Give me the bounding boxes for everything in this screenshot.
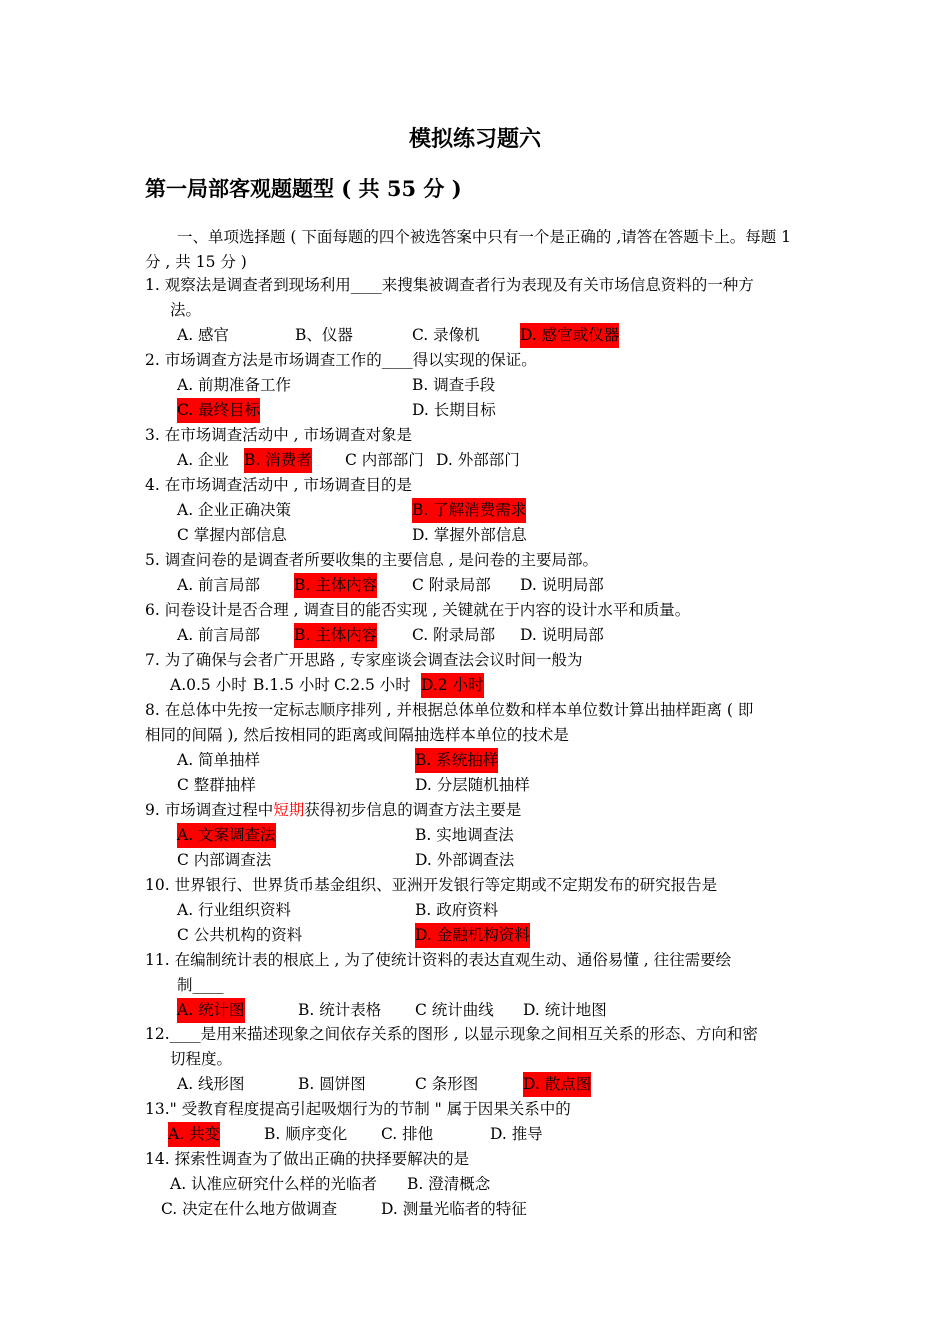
q8-option-d: D. 分层随机抽样 [415, 776, 530, 794]
q13-option-b: B. 顺序变化 [264, 1125, 348, 1143]
question-12-cont: 切程度。 [170, 1050, 233, 1068]
q5-option-a: A. 前言局部 [177, 576, 261, 594]
q14-option-c: C. 决定在什么地方做调查 [161, 1200, 338, 1218]
q7-option-b: B.1.5 小时 [253, 676, 330, 694]
q12-option-b: B. 圆饼图 [298, 1075, 366, 1093]
q5-option-d: D. 说明局部 [520, 576, 604, 594]
q7-option-d-answer: D.2 小时 [421, 673, 484, 698]
q3-option-a: A. 企业 [177, 451, 230, 469]
q7-option-a: A.0.5 小时 [170, 676, 247, 694]
question-5: 5. 调查问卷的是调查者所要收集的主要信息 , 是问卷的主要局部。 [145, 551, 598, 569]
q6-option-b-answer: B. 主体内容 [294, 623, 377, 648]
q2-option-c-answer: C. 最终目标 [177, 398, 260, 423]
q8-option-c: C 整群抽样 [177, 776, 256, 794]
q10-option-a: A. 行业组织资料 [177, 901, 292, 919]
q1-option-c: C. 录像机 [412, 326, 480, 344]
q5-option-b-answer: B. 主体内容 [294, 573, 377, 598]
q9-red-word: 短期 [273, 801, 305, 819]
question-1: 1. 观察法是调查者到现场利用____来搜集被调查者行为表现及有关市场信息资料的一种方 [145, 276, 754, 294]
q4-option-a: A. 企业正确决策 [177, 501, 292, 519]
q6-option-d: D. 说明局部 [520, 626, 604, 644]
question-8-cont: 相同的间隔 ), 然后按相同的距离或间隔抽选样本单位的技术是 [145, 726, 569, 744]
question-11-cont: 制____ [177, 976, 224, 994]
q12-option-c: C 条形图 [415, 1075, 479, 1093]
question-4: 4. 在市场调查活动中 , 市场调查目的是 [145, 476, 412, 494]
q9-option-c: C 内部调查法 [177, 851, 272, 869]
q12-option-d-answer: D. 散点图 [523, 1072, 591, 1097]
question-10: 10. 世界银行、世界货币基金组织、亚洲开发银行等定期或不定期发布的研究报告是 [145, 876, 718, 894]
document-title: 模拟练习题六 [408, 126, 541, 152]
q2-option-a: A. 前期准备工作 [177, 376, 292, 394]
q14-option-d: D. 测量光临者的特征 [381, 1200, 527, 1218]
question-2: 2. 市场调查方法是市场调查工作的____得以实现的保证。 [145, 351, 537, 369]
question-13: 13." 受教育程度提高引起吸烟行为的节制 " 属于因果关系中的 [145, 1100, 571, 1118]
q3-option-b-answer: B. 消费者 [244, 448, 312, 473]
question-3: 3. 在市场调查活动中 , 市场调查对象是 [145, 426, 412, 444]
q7-option-c: C.2.5 小时 [334, 676, 411, 694]
q1-option-d-answer: D. 感官或仪器 [520, 323, 619, 348]
question-9 [145, 798, 521, 823]
q13-option-a-answer: A. 共变 [168, 1122, 220, 1147]
question-6: 6. 问卷设计是否合理 , 调查目的能否实现 , 关键就在于内容的设计水平和质量。 [145, 601, 691, 619]
q6-option-c: C. 附录局部 [412, 626, 496, 644]
q8-option-b-answer: B. 系统抽样 [415, 748, 498, 773]
question-14: 14. 探索性调查为了做出正确的抉择要解决的是 [145, 1150, 470, 1168]
q1-option-b: B、仪器 [295, 326, 353, 344]
q3-option-c: C 内部部门 [345, 451, 424, 469]
question-12: 12.____是用来描述现象之间依存关系的图形 , 以显示现象之间相互关系的形态、方向和密 [145, 1025, 758, 1043]
question-8: 8. 在总体中先按一定标志顺序排列 , 并根据总体单位数和样本单位数计算出抽样距离 ( 即 [145, 701, 754, 719]
q9-text-start: 9. 市场调查过程中 [145, 801, 274, 819]
q11-option-a-answer: A. 统计图 [177, 998, 245, 1023]
section-heading: 第一局部客观题题型 ( 共 55 分 ) [145, 176, 462, 201]
instructions: 一、单项选择题 ( 下面每题的四个被选答案中只有一个是正确的 ,请答在答题卡上。每题 1 分 , 共 15 分 ) [145, 228, 792, 271]
q14-option-b: B. 澄清概念 [407, 1175, 491, 1193]
q3-option-d: D. 外部部门 [436, 451, 520, 469]
q11-option-c: C 统计曲线 [415, 1001, 494, 1019]
q2-option-d: D. 长期目标 [412, 401, 496, 419]
q4-option-c: C 掌握内部信息 [177, 526, 287, 544]
question-7: 7. 为了确保与会者广开思路 , 专家座谈会调查法会议时间一般为 [145, 651, 583, 669]
q9-option-d: D. 外部调查法 [415, 851, 515, 869]
q10-option-d-answer: D. 金融机构资料 [415, 923, 530, 948]
q8-option-a: A. 简单抽样 [177, 751, 261, 769]
q13-option-c: C. 排他 [381, 1125, 434, 1143]
q13-option-d: D. 推导 [490, 1125, 543, 1143]
question-1-cont: 法。 [170, 301, 202, 319]
q2-option-b: B. 调查手段 [412, 376, 496, 394]
q12-option-a: A. 线形图 [177, 1075, 245, 1093]
q9-option-b: B. 实地调查法 [415, 826, 514, 844]
q9-text-end: 获得初步信息的调查方法主要是 [304, 801, 522, 819]
q4-option-b-answer: B. 了解消费需求 [412, 498, 526, 523]
q11-option-b: B. 统计表格 [298, 1001, 382, 1019]
q10-option-b: B. 政府资料 [415, 901, 499, 919]
q10-option-c: C 公共机构的资料 [177, 926, 303, 944]
q14-option-a: A. 认准应研究什么样的光临者 [170, 1175, 378, 1193]
q4-option-d: D. 掌握外部信息 [412, 526, 527, 544]
question-11: 11. 在编制统计表的根底上 , 为了使统计资料的表达直观生动、通俗易懂 , 往往需要绘 [145, 951, 732, 969]
q5-option-c: C 附录局部 [412, 576, 491, 594]
q6-option-a: A. 前言局部 [177, 626, 261, 644]
q9-option-a-answer: A. 文案调查法 [177, 823, 276, 848]
q11-option-d: D. 统计地图 [523, 1001, 607, 1019]
q1-option-a: A. 感官 [177, 326, 230, 344]
